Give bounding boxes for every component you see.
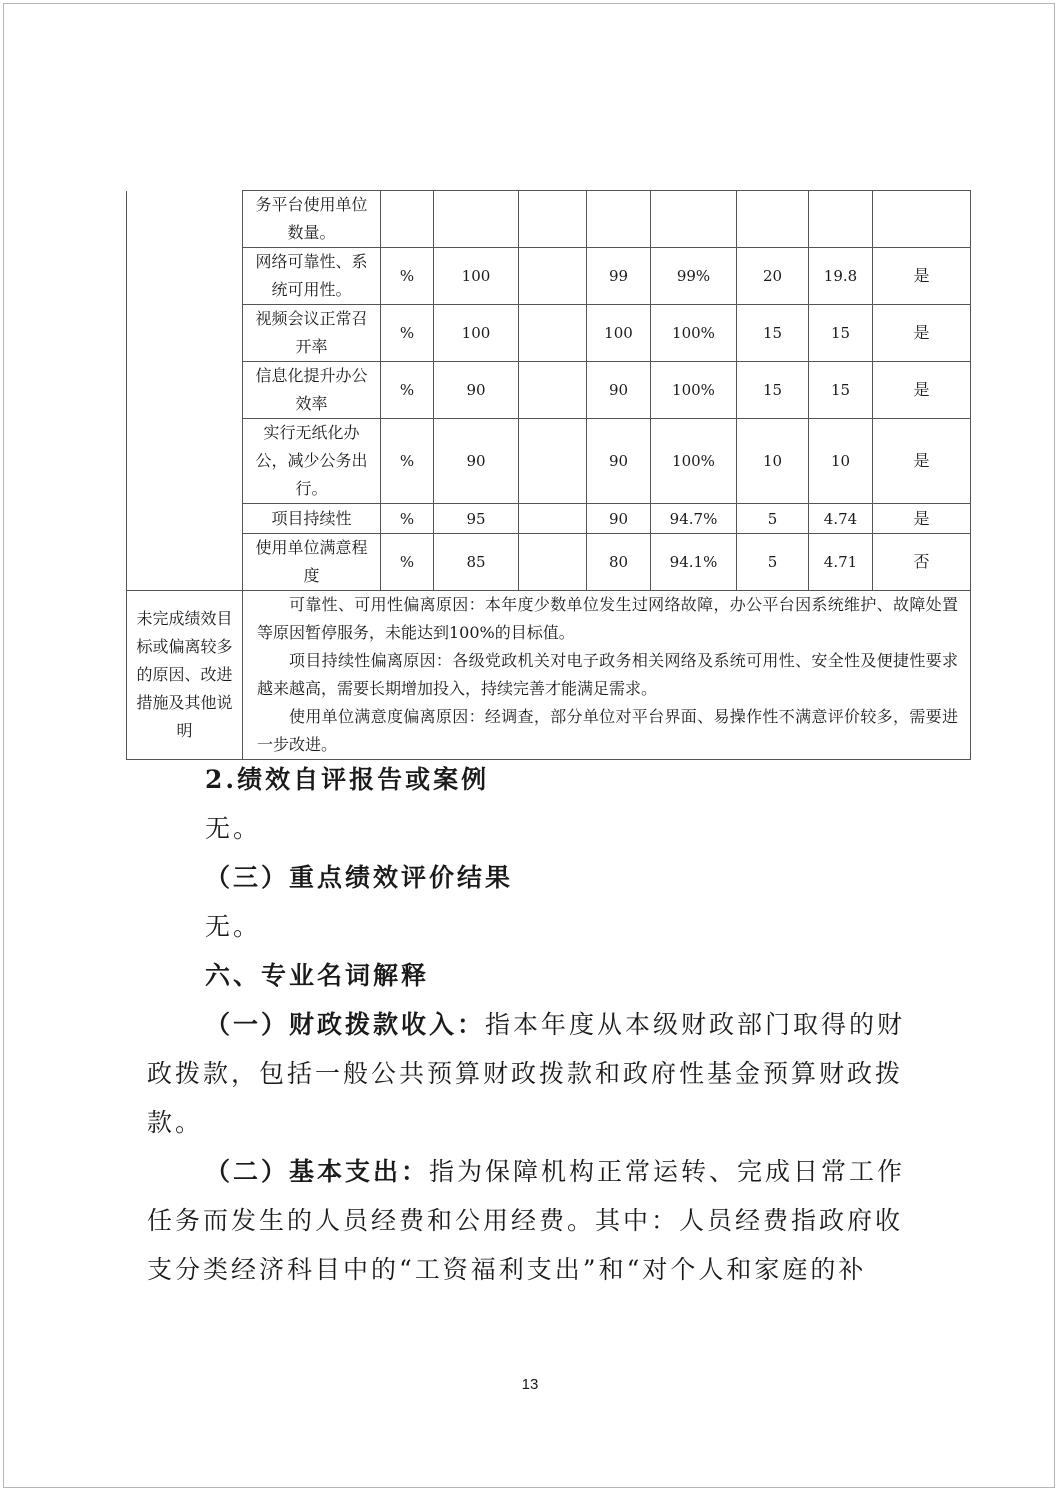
- term2-label: （二）基本支出：: [205, 1157, 430, 1186]
- weight-cell: 20: [737, 248, 809, 305]
- weight-cell: [737, 191, 809, 248]
- rate-cell: 100%: [651, 305, 737, 362]
- rate-cell: 100%: [651, 419, 737, 504]
- unit-cell: %: [381, 305, 434, 362]
- indicator-cell: 项目持续性: [243, 504, 381, 534]
- key-eval-body: 无。: [205, 912, 262, 941]
- actual-cell: 80: [587, 534, 651, 591]
- table-row: [127, 419, 971, 504]
- term1-text: 指本年度从本级财政部门取得的财政拨款，包括一般公共预算财政拨款和政府性基金预算财政拨款。: [147, 1010, 906, 1137]
- table-row: [127, 534, 971, 591]
- notes-row: [127, 591, 971, 760]
- table-row: [127, 305, 971, 362]
- unit-cell: %: [381, 362, 434, 419]
- rate-cell: 94.1%: [651, 534, 737, 591]
- rate-cell: 100%: [651, 362, 737, 419]
- table-row: [127, 362, 971, 419]
- indicator-cell: 实行无纸化办公，减少公务出行。: [243, 419, 381, 504]
- rate-cell: 99%: [651, 248, 737, 305]
- rate-cell: [651, 191, 737, 248]
- met-cell: 是: [873, 248, 971, 305]
- score-cell: 19.8: [809, 248, 873, 305]
- term1-label: （一）财政拨款收入：: [205, 1010, 486, 1039]
- met-cell: 否: [873, 534, 971, 591]
- unit-cell: [381, 191, 434, 248]
- weight-cell: 15: [737, 362, 809, 419]
- met-cell: [873, 191, 971, 248]
- report-body: 无。: [205, 814, 262, 843]
- actual-cell: 90: [587, 419, 651, 504]
- weight-cell: 5: [737, 504, 809, 534]
- indicator-cell: 务平台使用单位数量。: [243, 191, 381, 248]
- actual-cell: 90: [587, 362, 651, 419]
- unit-cell: %: [381, 504, 434, 534]
- blank-cell: [519, 305, 587, 362]
- table-row: [127, 248, 971, 305]
- target-cell: [434, 191, 519, 248]
- term2-paragraph: [147, 1147, 907, 1294]
- note-satisfaction: 使用单位满意度偏离原因：经调查，部分单位对平台界面、易操作性不满意评价较多，需要进一步改进。: [257, 707, 958, 754]
- indicator-cell: 视频会议正常召开率: [243, 305, 381, 362]
- score-cell: 15: [809, 305, 873, 362]
- target-cell: 100: [434, 248, 519, 305]
- weight-cell: 15: [737, 305, 809, 362]
- notes-body: [243, 591, 971, 760]
- note-sustainability: 项目持续性偏离原因：各级党政机关对电子政务相关网络及系统可用性、安全性及便捷性要求越来越高，需要长期增加投入，持续完善才能满足需求。: [257, 651, 958, 698]
- blank-cell: [519, 534, 587, 591]
- actual-cell: [587, 191, 651, 248]
- blank-cell: [519, 419, 587, 504]
- page-number: 13: [521, 1376, 539, 1393]
- body-text: [147, 755, 907, 1294]
- term2-text: 指为保障机构正常运转、完成日常工作任务而发生的人员经费和公用经费。其中：人员经费指政府收支分类经济科目中的“工资福利支出”和“对个人和家庭的补: [147, 1157, 906, 1284]
- table-row: [127, 504, 971, 534]
- target-cell: 85: [434, 534, 519, 591]
- rate-cell: 94.7%: [651, 504, 737, 534]
- weight-cell: 10: [737, 419, 809, 504]
- report-heading: 2.绩效自评报告或案例: [205, 765, 490, 794]
- table-row: [127, 191, 971, 248]
- target-cell: 90: [434, 362, 519, 419]
- blank-cell: [519, 248, 587, 305]
- score-cell: 4.71: [809, 534, 873, 591]
- indicator-cell: 信息化提升办公效率: [243, 362, 381, 419]
- blank-cell: [519, 362, 587, 419]
- actual-cell: 99: [587, 248, 651, 305]
- target-cell: 90: [434, 419, 519, 504]
- term1-paragraph: [147, 1000, 907, 1147]
- notes-label: 未完成绩效目标或偏离较多的原因、改进措施及其他说明: [127, 591, 243, 760]
- note-reliability: 可靠性、可用性偏离原因：本年度少数单位发生过网络故障，办公平台因系统维护、故障处置等原因暂停服务，未能达到100%的目标值。: [257, 595, 958, 642]
- met-cell: 是: [873, 504, 971, 534]
- key-eval-heading: （三）重点绩效评价结果: [205, 863, 514, 892]
- score-cell: [809, 191, 873, 248]
- target-cell: 95: [434, 504, 519, 534]
- terms-heading: 六、专业名词解释: [205, 961, 430, 990]
- target-cell: 100: [434, 305, 519, 362]
- unit-cell: %: [381, 248, 434, 305]
- actual-cell: 90: [587, 504, 651, 534]
- indicator-cell: 网络可靠性、系统可用性。: [243, 248, 381, 305]
- score-cell: 15: [809, 362, 873, 419]
- weight-cell: 5: [737, 534, 809, 591]
- met-cell: 是: [873, 305, 971, 362]
- met-cell: 是: [873, 362, 971, 419]
- actual-cell: 100: [587, 305, 651, 362]
- unit-cell: %: [381, 419, 434, 504]
- score-cell: 10: [809, 419, 873, 504]
- indicator-cell: 使用单位满意程度: [243, 534, 381, 591]
- unit-cell: %: [381, 534, 434, 591]
- score-cell: 4.74: [809, 504, 873, 534]
- blank-cell: [519, 191, 587, 248]
- performance-table: [126, 190, 971, 760]
- blank-cell: [519, 504, 587, 534]
- category-cell: [127, 191, 243, 591]
- met-cell: 是: [873, 419, 971, 504]
